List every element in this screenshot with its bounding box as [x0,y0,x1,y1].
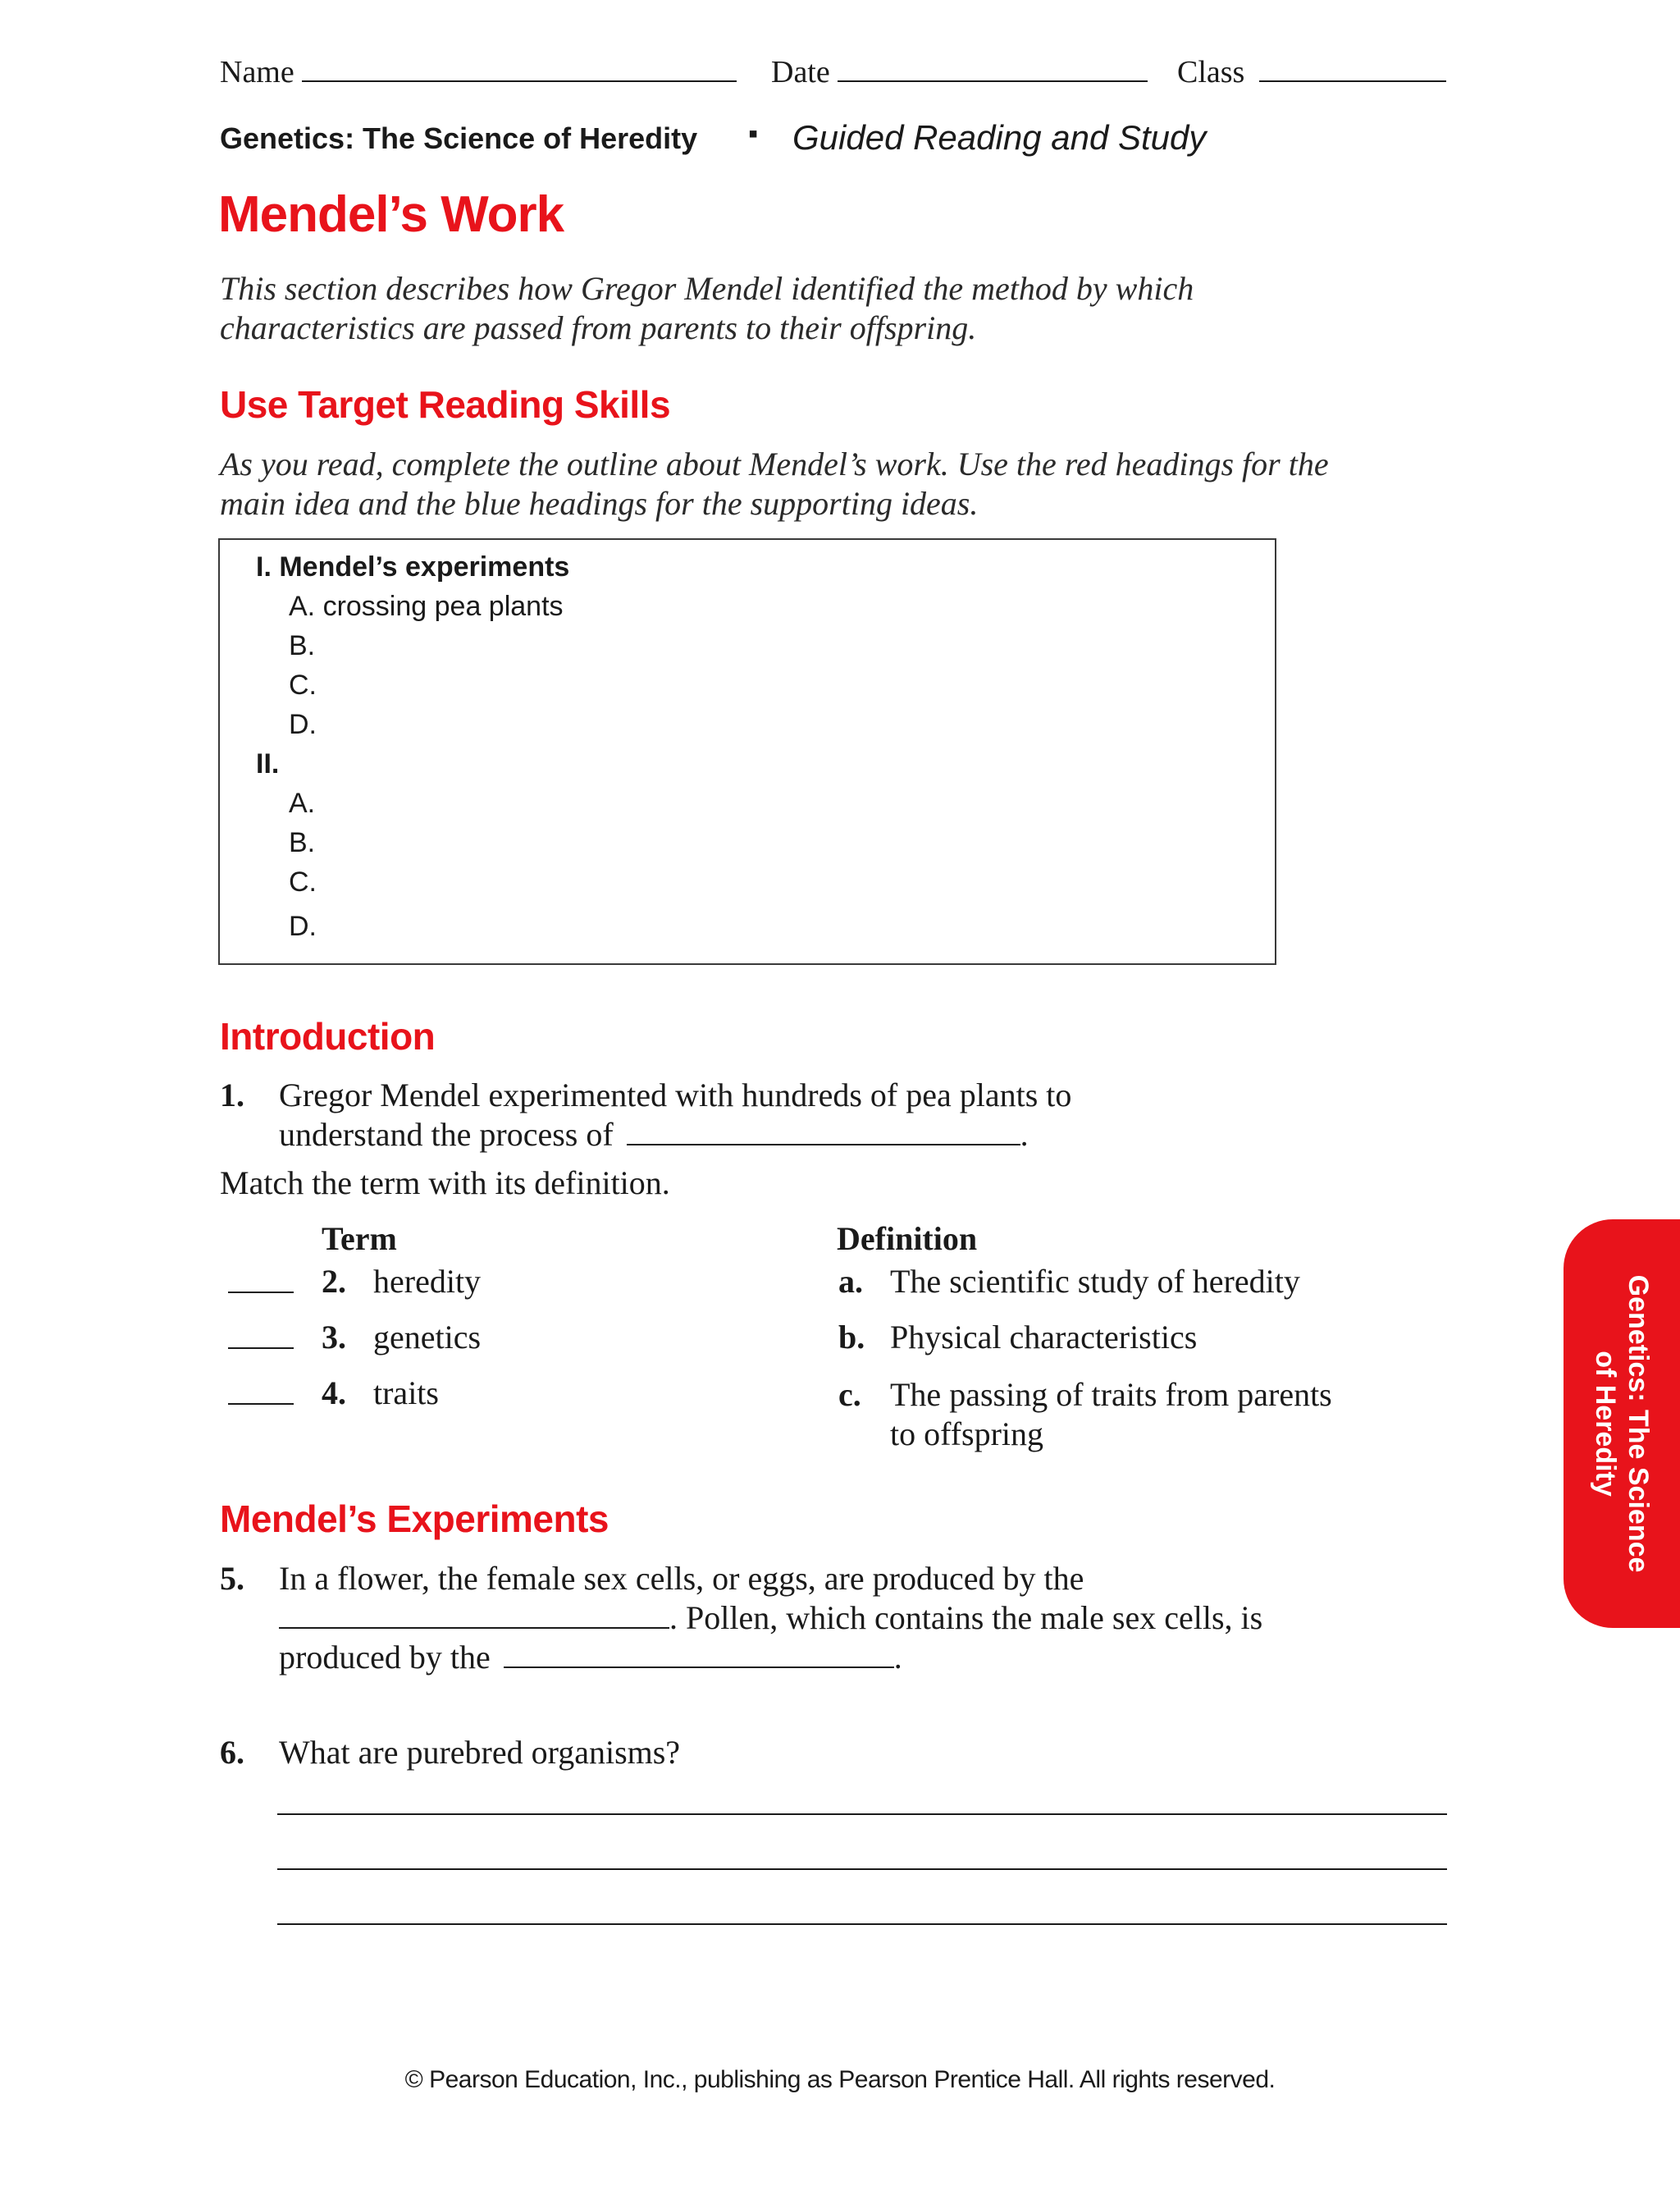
date-field[interactable] [838,51,1148,82]
outline-item-1c[interactable]: C. [289,670,317,701]
outline-item-2a[interactable]: A. [289,788,316,819]
question-1-blank[interactable] [627,1119,1020,1145]
term-4: traits [373,1374,439,1411]
class-field[interactable] [1259,51,1446,82]
question-1-period: . [1020,1116,1029,1153]
term-2: heredity [373,1263,482,1300]
page-title: Mendel’s Work [218,186,564,243]
date-label: Date [771,55,830,89]
experiments-heading: Mendel’s Experiments [220,1497,609,1540]
definition-a-letter: a. [838,1263,863,1300]
name-field[interactable] [302,51,737,82]
match-instruction: Match the term with its definition. [220,1164,670,1201]
question-5-line2 [279,1598,1262,1638]
side-tab-line2: of Heredity [1590,1351,1621,1497]
outline-item-2b[interactable]: B. [289,827,316,858]
outline-main-1: I. Mendel’s experiments [256,551,570,583]
skills-instruction [220,445,1329,523]
definition-b-letter: b. [838,1319,865,1356]
question-1-line2 [279,1115,1071,1154]
skills-instruction-line1: As you read, complete the outline about Mendel’s work. Use the red headings for the [220,446,1329,482]
bullet-separator: ▪ [748,118,759,149]
skills-instruction-line2: main idea and the blue headings for the supporting ideas. [220,485,979,522]
side-tab-label [1589,1275,1655,1573]
term-header: Term [322,1220,397,1257]
section-description [220,269,1194,348]
term-4-answer-blank[interactable] [228,1403,294,1405]
question-5-line2-text: . Pollen, which contains the male sex cells, is [669,1599,1263,1636]
definition-c-letter: c. [838,1376,861,1413]
question-5-line1: In a flower, the female sex cells, or eggs, are produced by the [279,1560,1084,1597]
question-6-text: What are purebred organisms? [279,1734,681,1771]
question-1-number: 1. [220,1077,244,1113]
date-row [771,51,1148,90]
guided-reading-subtitle: Guided Reading and Study [792,118,1207,157]
outline-main-2[interactable]: II. [256,748,280,780]
name-row [220,51,737,90]
class-row [1177,51,1446,90]
side-tab-line1: Genetics: The Science [1623,1274,1654,1573]
section-description-line2: characteristics are passed from parents to their offspring. [220,309,977,346]
definition-c-line1: The passing of traits from parents [890,1376,1332,1413]
question-1-line1: Gregor Mendel experimented with hundreds of pea plants to [279,1077,1072,1113]
answer-line-2[interactable] [277,1868,1447,1870]
outline-item-2d[interactable]: D. [289,911,317,942]
question-5-text [279,1559,1262,1677]
answer-line-3[interactable] [277,1923,1447,1925]
term-3-answer-blank[interactable] [228,1347,294,1349]
chapter-side-tab [1564,1219,1680,1628]
outline-item-2c[interactable]: C. [289,866,317,898]
outline-item-1b[interactable]: B. [289,630,316,661]
answer-line-1[interactable] [277,1813,1447,1815]
definition-c [890,1375,1332,1454]
question-5-blank-2[interactable] [504,1642,894,1668]
question-5-line3-text: produced by the [279,1639,491,1676]
question-5-line3 [279,1638,1262,1677]
outline-box [218,538,1276,965]
outline-item-1a[interactable]: A. crossing pea plants [289,591,564,622]
question-5-blank-1[interactable] [279,1602,669,1629]
definition-c-line2: to offspring [890,1415,1044,1452]
term-2-answer-blank[interactable] [228,1292,294,1293]
term-3-number: 3. [322,1319,346,1356]
question-1-line2-text: understand the process of [279,1116,614,1153]
definition-a: The scientific study of heredity [890,1263,1300,1300]
introduction-heading: Introduction [220,1015,436,1058]
class-label: Class [1177,55,1245,89]
term-3: genetics [373,1319,482,1356]
name-label: Name [220,55,294,89]
term-2-number: 2. [322,1263,346,1300]
section-description-line1: This section describes how Gregor Mendel identified the method by which [220,270,1194,307]
question-6-number: 6. [220,1734,244,1771]
definition-b: Physical characteristics [890,1319,1198,1356]
copyright-footer: © Pearson Education, Inc., publishing as Pearson Prentice Hall. All rights reserved. [404,2066,1276,2093]
skills-heading: Use Target Reading Skills [220,383,671,426]
question-1-text [279,1076,1071,1154]
term-4-number: 4. [322,1374,346,1411]
outline-item-1d[interactable]: D. [289,709,317,740]
chapter-title: Genetics: The Science of Heredity [220,121,698,155]
question-5-number: 5. [220,1560,244,1597]
definition-header: Definition [837,1220,978,1257]
question-5-period: . [893,1639,902,1676]
